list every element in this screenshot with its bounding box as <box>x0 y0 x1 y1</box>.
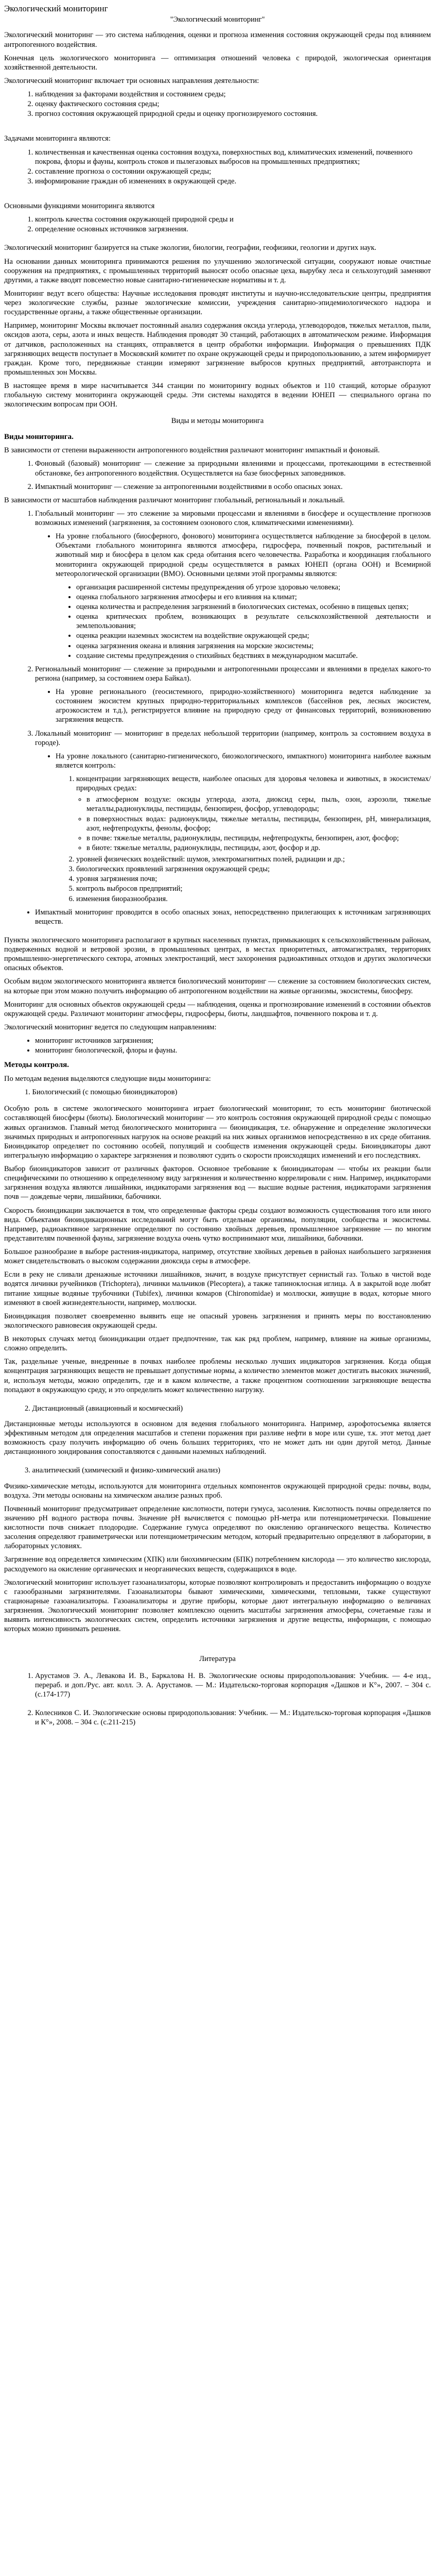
paragraph: Загрязнение вод определяется химическим (ХПК) или биохимическим (БПК) потреблением кислорода — это количество кислорода, расходуемого на окисление органических и неорганических веществ, содержащихся в воде. <box>4 1555 431 1573</box>
page-subtitle: "Экологический мониторинг" <box>170 15 265 24</box>
list-item: • оценка количества и распределения загрязнений в биологических системах, особенно в пищевых цепях; <box>76 602 431 612</box>
list-item: 3. биологических проявлений загрязнения окружающей среды; <box>76 865 431 874</box>
paragraph: Экологический мониторинг базируется на стыке экологии, биологии, географии, геофизики, геологии и других наук. <box>4 244 377 252</box>
impact-bullet <box>25 908 431 926</box>
local-items-list <box>66 774 431 904</box>
list-item: 4. уровня загрязнения почв; <box>76 874 431 884</box>
paragraph: Почвенный мониторинг предусматривает определение кислотности, потери гумуса, засоления. Кислотность почвы определяется по значению pH водного раствора почвы. Значение pH вычисляется с помощью pH-метра или потенциометрически. Повышение кислотности почв снижает плодородие. Содержание гумуса определяют по окислению органического вещества. Количество засоления определяют гравиметрически или потенциометрическим методом, который предварительно определяют в лаборатории, в лабораторных условиях. <box>4 1504 431 1551</box>
paragraph: Например, мониторинг Москвы включает постоянный анализ содержания оксида углерода, углеводородов, тяжелых металлов, пыли, оксидов азота, серы, азота и иных веществ. Наблюдения проводят 30 станций, работающих в автоматическом режиме. Информация от датчиков, расположенных на станциях, отправляется в центр обработки информации. Информация о превышениях ПДК загрязняющих веществ поступает в Московский комитет по охране окружающей среды и природопользованию, а затем информирует граждан. Кроме того, передвижные станции измеряют загрязнение выбросов крупных предприятий, автотранспорта и промышленных зон Москвы. <box>4 321 431 377</box>
list-item: • мониторинг биологической, флоры и фауны. <box>35 1046 431 1055</box>
list-item: • оценка реакции наземных экосистем на воздействие окружающей среды; <box>76 631 431 640</box>
intro-para-3: Экологический мониторинг включает три основных направления деятельности: <box>4 76 259 85</box>
scale-list-local <box>25 729 431 748</box>
local-sub-list <box>76 795 431 853</box>
method-3-title: 3. аналитический (химический и физико-химический анализ) <box>25 1466 220 1475</box>
paragraph: Физико-химические методы, используются для мониторинга отдельных компонентов окружающей природной среды: почвы, воды, воздуха. Эти методы основаны на химическом анализе разных проб. <box>4 1482 431 1500</box>
list-item: • На уровне локального (санитарно-гигиенического, биоэкологического, импактного) мониторинга наиболее важным является контроль: <box>56 752 431 770</box>
list-item-text: концентрации загрязняющих веществ, наиболее опасных для здоровья человека и животных, в экосистемах/природных средах: <box>76 775 431 793</box>
global-goals-list <box>66 583 431 660</box>
list-item: ◦ в почве: тяжелые металлы, радионуклиды, пестициды, нефтепродукты, бензопирен, азот, фосфор; <box>86 834 431 843</box>
global-bullet <box>45 532 431 579</box>
heading-kinds: Виды мониторинга. <box>4 432 74 441</box>
paragraph: Большое разнообразие в выборе растения-индикатора, например, отсутствие хвойных деревьев в районах наибольшего загрязнения может свидетельствовать о высоком содержании диоксида серы в атмосфере. <box>4 1248 431 1266</box>
list-item: • мониторинг источников загрязнения; <box>35 1036 431 1045</box>
list-item: • создание системы предупреждения о стихийных бедствиях в международном масштабе. <box>76 651 431 660</box>
scale-list-global <box>25 509 431 528</box>
paragraph: В зависимости от масштабов наблюдения различают мониторинг глобальный, региональный и локальный. <box>4 496 345 504</box>
list-item: 2. Региональный мониторинг — слежение за природными и антропогенными процессами и явлениями в пределах какого-то региона (например, за состоянием озера Байкал). <box>35 665 431 683</box>
list-item: 2. составление прогноза о состоянии окружающей среды; <box>35 167 431 176</box>
paragraph: Особым видом экологического мониторинга является биологический мониторинг — слежение за состоянием биологических систем, на которые при этом можно получить информацию об антропогенном воздействии на живые организмы, экосистемы, биосферу. <box>4 977 431 995</box>
list-item: • оценка глобального загрязнения атмосферы и его влияния на климат; <box>76 592 431 602</box>
paragraph: В некоторых случаях метод биоиндикации отдает предпочтение, так как ряд проблем, например, влияние на живые организмы, сложно определить. <box>4 1335 431 1353</box>
intro-para-1: Экологический мониторинг — это система наблюдения, оценки и прогноза изменения состояния окружающей среды под влиянием антропогенного воздействия. <box>4 31 431 49</box>
list-item: 2. определение основных источников загрязнения. <box>35 225 431 234</box>
regional-bullet <box>45 687 431 725</box>
paragraph: Выбор биоиндикаторов зависит от различных факторов. Основное требование к биоиндикаторам — чтобы их реакции были специфическими по отношению к определенному виду загрязнения и количественно коррелировали с ним. Например, индикаторами загрязнения воздуха являются лишайники, индикаторами загрязнения вод — высшие водные растения, индикаторами загрязнения почв — дождевые черви, лишайники, бабочники. <box>4 1165 431 1201</box>
intro-para-2: Конечная цель экологического мониторинга — оптимизация отношений человека с природой, экологическая ориентация хозяйственной деятельности. <box>4 54 431 72</box>
paragraph: На основании данных мониторинга принимаются решения по улучшению экологической ситуации, сооружают новые очистные сооружения на предприятиях, с промышленных территорий выносят особо опасные цеха, вырубку леса и сельхозугодий заменяют другими, а также вводят повсеместно новые санитарно-гигиенические нормативы и т. д. <box>4 257 431 284</box>
list-item: ◦ в поверхностных водах: радионуклиды, тяжелые металлы, пестициды, бензопирен, pH, минерализация, азот, нефтепродукты, фенолы, фосфор; <box>86 815 431 833</box>
list-item: ◦ в биоте: тяжелые металлы, радионуклиды, пестициды, азот, фосфор и др. <box>86 843 431 853</box>
list-item: • оценка критических проблем, возникающих в результате сельскохозяйственной деятельности и землепользования; <box>76 612 431 631</box>
reference-item: 1. Арустамов Э. А., Левакова И. В., Баркалова Н. В. Экологические основы природопользования: Учебник. — 4-е изд., перераб. и доп./Рус. авт. колл. Э. А. Арустамов. — М.: Издательско-торговая корпорация «Дашков и К°», 2007. – 304 с. (с.174-177) <box>35 1671 431 1699</box>
list-item: 3. прогноз состояния окружающей природной среды и оценку прогнозируемого состояния. <box>35 109 431 118</box>
list-item: • На уровне регионального (геосистемного, природно-хозяйственного) мониторинга ведется наблюдение за состоянием экосистем крупных природно-территориальных комплексов (бассейнов рек, лесных экосистем, агроэкосистем и т.д.), регистрируется влияние на природную среду от финансовых территорий, возникновению загрязнения веществ. <box>56 687 431 725</box>
paragraph: Экологический мониторинг ведется по следующим направлениям: <box>4 1023 217 1031</box>
paragraph: Дистанционные методы используются в основном для ведения глобального мониторинга. Например, аэрофотосъемка является эффективным методом для определения масштабов и степени поражения при разливе нефти в море или суше, т.к. этот метод дает возможность сразу получить информацию об очень больших территориях, что не может дать ни один другой метод. Данные дистанционного зондирования сопоставляются с данными наземных наблюдений. <box>4 1419 431 1456</box>
list-item: • организация расширенной системы предупреждения об угрозе здоровью человека; <box>76 583 431 592</box>
list-item: 5. контроль выбросов предприятий; <box>76 884 431 893</box>
paragraph: Мониторинг ведут всего общества: Научные исследования проводят институты и научно-исследовательские центры, предприятия через экологические службы, разные экологические комиссии, учреждения санитарно-эпидемиологического надзора и государственные органы, а также общественные организации. <box>4 289 431 317</box>
list-item <box>76 774 431 853</box>
section-label: Виды и методы мониторинга <box>171 417 264 426</box>
list-item: • Импактный мониторинг проводится в особо опасных зонах, непосредственно прилегающих к источникам загрязняющих веществ. <box>35 908 431 926</box>
list-item: • оценка загрязнения океана и влияния загрязнения на морские экосистемы; <box>76 641 431 651</box>
list-item: 1. Глобальный мониторинг — это слежение за мировыми процессами и явлениями в биосфере и осуществление прогнозов возможных изменений (загрязнения, за состоянием озонового слоя, климатическими изменениями). <box>35 509 431 528</box>
list-item: • На уровне глобального (биосферного, фонового) мониторинга осуществляется наблюдение за биосферой в целом. Объектами глобального мониторинга являются атмосфера, гидросфера, почвенный покров, растительный и животный мир и биосфера в целом как среда обитания всего человечества. Разработка и координация глобального мониторинга окружающей природной среды осуществляется в рамках ЮНЕП (органа ООН) и Всемирной метеорологической организации (ВМО). Основными целями этой программы являются: <box>56 532 431 579</box>
heading-methods: Методы контроля. <box>4 1061 69 1070</box>
paragraph: Экологический мониторинг использует газоанализаторы, которые позволяют контролировать и предоставить информацию о воздухе с газообразными загрязнителями. Газоанализаторы бывают химическими, химическими, тепловыми, также существуют стационарные газоанализаторы. Газоанализаторы и другие приборы, которые дают интегральную информацию о величинах загрязнения. Экологический мониторинг позволяет комплексно оценить масштабы загрязнения атмосферы, сочетаемые газы и выявить интенсивность экологических систем, определить источники загрязнения и другие вещества, информации, с помощью которых можно принимать решения. <box>4 1578 431 1634</box>
page-title: Экологический мониторинг <box>4 4 108 13</box>
paragraph: Биоиндикация позволяет своевременно выявить еще не опасный уровень загрязнения и принять меры по восстановлению экологического равновесия окружающей среды. <box>4 1312 431 1330</box>
paragraph: В настоящее время в мире насчитывается 344 станции по мониторингу водных объектов и 110 станций, которые образуют глобальную систему мониторинга окружающей среды. Эти системы находятся в ведении ЮНЕП — специального органа по экологическим вопросам при ООН. <box>4 382 431 409</box>
method-2-title: 2. Дистанционный (авиационный и космический) <box>25 1404 183 1413</box>
method-1-title: 1. Биологический (с помощью биоиндикаторов) <box>25 1088 178 1097</box>
reference-item: 2. Колесников С. И. Экологические основы природопользования: Учебник. — М.: Издательско-торговая корпорация «Дашков и К°», 2008. – 304 с. (с.211-215) <box>35 1708 431 1727</box>
list-item: 3. Локальный мониторинг — мониторинг в пределах небольшой территории (например, контроль за состоянием воздуха в городе). <box>35 729 431 748</box>
scale-list-regional <box>25 665 431 683</box>
references-list <box>25 1671 431 1727</box>
paragraph: В зависимости от степени выраженности антропогенного воздействия различают мониторинг импактный и фоновый. <box>4 446 380 455</box>
paragraph: По методам ведения выделяются следующие виды мониторинга: <box>4 1075 211 1083</box>
paragraph: Если в реку не сливали дренажные источники лишайников, значит, в воздухе присутствует сернистый газ. Только в чистой воде водятся личинки ручейников (Trichoptera), личинки мальчиков (Plecoptera), а также тапиноклосная иглица. А в закрытой воде любят питание хищные водяные трубочники (Tubifex), личинки комаров (Chironomidae) и моллюски, живущие в водах, которые много изменяют в своей жизнедеятельности, например, моллюски. <box>4 1270 431 1307</box>
tasks-title: Задачами мониторинга являются: <box>4 134 111 143</box>
paragraph: Особую роль в системе экологического мониторинга играет биологический мониторинг, то есть мониторинг биотической составляющей биосферы (биоты). Биологический мониторинг — это контроль состояния окружающей природной среды с помощью живых организмов. Главный метод биологического мониторинга — биоиндикация, т.е. обнаружение и определение экологически значимых природных и антропогенных нагрузок на основе реакций на них живых организмов непосредственно в их среде обитания. Биоиндикатор определяет по состоянию особей, популяций и сообществ изменения окружающей среды. Биоиндикаторы дают интегральную информацию о характере загрязнения и позволяют судить о скорости происходящих изменений и его последствиях. <box>4 1105 431 1160</box>
list-item: 2. Импактный мониторинг — слежение за антропогенными воздействиями в особо опасных зонах. <box>35 482 431 492</box>
functions-list <box>25 215 431 234</box>
list-item: 6. изменения биоразнообразия. <box>76 894 431 904</box>
list-item: 2. уровней физических воздействий: шумов, электромагнитных полей, радиации и др.; <box>76 855 431 864</box>
paragraph: Мониторинг для основных объектов окружающей среды — наблюдения, оценка и прогнозирование изменений в состоянии объектов окружающей среды. Различают мониторинг атмосферы, гидросферы, биоты, ландшафтов, почвенного покрова и т. д. <box>4 1000 431 1018</box>
paragraph: Скорость биоиндикации заключается в том, что определенные факторы среды создают возможность существования того или иного вида. Объектами биоиндикационных исследований могут быть отдельные организмы, популяции, сообщества и экосистемы. Например, радиоактивное загрязнение определяют по состоянию хвойных деревьев, промышленное загрязнение — по многим представителям почвенной фауны, загрязнение воздуха очень чутко воспринимают мхи, лишайники, бабочники. <box>4 1206 431 1243</box>
list-item: 2. оценку фактического состояния среды; <box>35 99 431 109</box>
paragraph: Так, раздельные ученые, внедренные в почвах наиболее проблемы несколько лучших индикаторов загрязнения. Когда общая концентрация загрязняющих веществ не превышает допустимые нормы, а количество элементов может достигать высоких значений, и, используя методы, можно определить, где и в каком количестве, а также процентном соотношении загрязняющие вещества попадают в окружающую среду, и это определить может количественно нагрузку. <box>4 1358 431 1394</box>
kinds-list <box>25 459 431 491</box>
list-item: 3. информирование граждан об изменениях в окружающей среде. <box>35 177 431 186</box>
functions-title: Основными функциями мониторинга являются <box>4 202 155 210</box>
list-item: 1. Фоновый (базовый) мониторинг — слежение за природными явлениями и процессами, протекающими в естественной обстановке, без антропогенного воздействия. Осуществляется на базе биосферных заповедников. <box>35 459 431 478</box>
list-item: 1. наблюдения за факторами воздействия и состоянием среды; <box>35 90 431 99</box>
directions-list <box>25 90 431 118</box>
list-item: ◦ в атмосферном воздухе: оксиды углерода, азота, диоксид серы, пыль, озон, аэрозоли, тяжелые металлы,радионуклиды, пестициды, бензопирен, фосфор, углеводороды; <box>86 795 431 814</box>
tasks-list <box>25 148 431 187</box>
list-item: 1. количественная и качественная оценка состояния воздуха, поверхностных вод, климатических изменений, почвенного покрова, флоры и фауны, контроль стоков и пылегазовых выбросов на промышленных предприятиях; <box>35 148 431 166</box>
paragraph: Пункты экологического мониторинга располагают в крупных населенных пунктах, примыкающих к сельскохозяйственным районам, подверженных водной и ветровой эрозии, в промышленных центрах, в местах приоритетных, автомагистралях, территориях промышленно-энергетического сектора, атомных электростанций, мест захоронения радиоактивных отходов и других экологически опасных объектов. <box>4 936 431 973</box>
literature-title: Литература <box>199 1655 236 1664</box>
local-bullet <box>45 752 431 770</box>
eco-directions-list <box>25 1036 431 1055</box>
list-item: 1. контроль качества состояния окружающей природной среды и <box>35 215 431 224</box>
